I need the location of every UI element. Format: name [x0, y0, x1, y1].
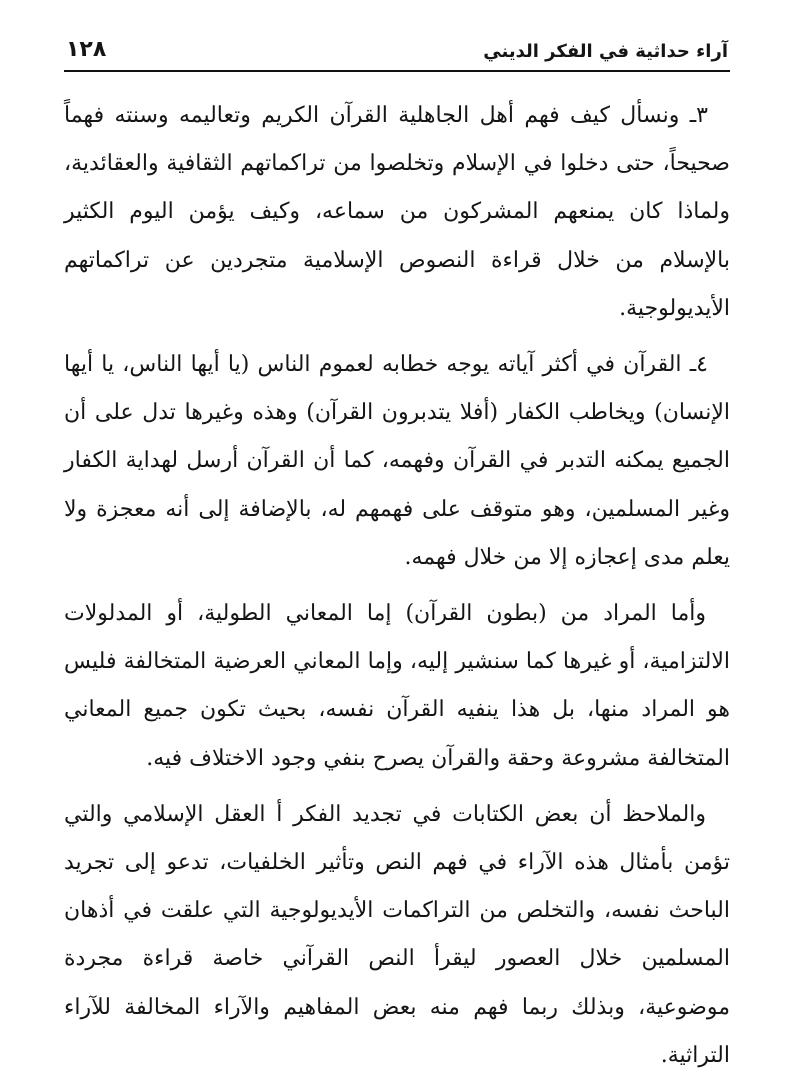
page-number: ١٢٨: [66, 37, 107, 62]
page-body: [64, 92, 730, 1080]
page-header: [64, 22, 730, 68]
paragraph-point-4: ٤ـ القرآن في أكثر آياته يوجه خطابه لعموم الناس (يا أيها الناس، يا أيها الإنسان) ويخاطب الكفار (أفلا يتدبرون القرآن) وهذه وغيرها تدل على أن الجميع يمكنه التدبر في القرآن وفهمه، كما أن القرآن أرسل لهداية الكفار وغير المسلمين، وهو متوقف على فهمهم له، بالإضافة إلى أنه معجزة ولا يعلم مدى إعجازه إلا من خلال فهمه.: [64, 352, 730, 570]
paragraph-quran-inner-meanings: وأما المراد من (بطون القرآن) إما المعاني الطولية، أو المدلولات الالتزامية، أو غيرها كما سنشير إليه، وإما المعاني العرضية المتخالفة فليس هو المراد منها، بل هذا ينفيه القرآن نفسه، بحيث تكون جميع المعاني المتخالفة مشروعة وحقة والقرآن يصرح بنفي وجود الاختلاف فيه.: [64, 601, 730, 771]
paragraph-point-3: ٣ـ ونسأل كيف فهم أهل الجاهلية القرآن الكريم وتعاليمه وسنته فهماً صحيحاً، حتى دخلوا في الإسلام وتخلصوا من تراكماتهم الثقافية والعقائدية، ولماذا كان يمنعهم المشركون من سماعه، وكيف يؤمن اليوم الكثير بالإسلام من خلال قراءة النصوص الإسلامية متجردين عن تراكماتهم الأيديولوجية.: [64, 103, 730, 321]
running-title: آراء حداثية في الفكر الديني: [483, 41, 728, 62]
paragraph-observation: والملاحظ أن بعض الكتابات في تجديد الفكر أ العقل الإسلامي والتي تؤمن بأمثال هذه الآراء في فهم النص وتأثير الخلفيات، تدعو إلى تجريد الباحث نفسه، والتخلص من التراكمات الأيديولوجية التي علقت في أذهان المسلمين خلال العصور ليقرأ النص القرآني خاصة قراءة مجردة موضوعية، وبذلك ربما فهم منه بعض المفاهيم والآراء المخالفة للآراء التراثية.: [64, 801, 731, 1068]
header-rule: [64, 70, 730, 72]
